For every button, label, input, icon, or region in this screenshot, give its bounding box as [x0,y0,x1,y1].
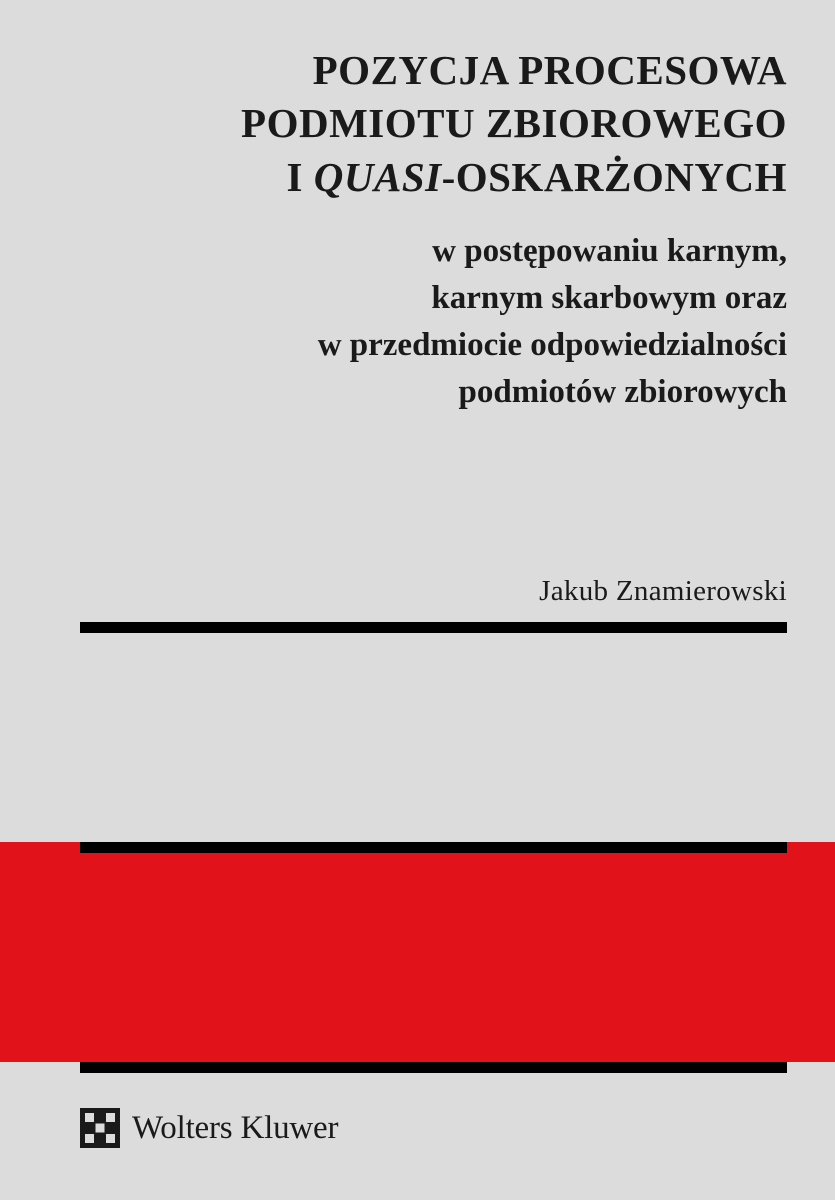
book-title [60,44,787,204]
divider-rule-middle [80,842,787,853]
title-line-3-suffix: -OSKARŻONYCH [441,153,787,200]
title-line-3-italic: QUASI [313,153,442,200]
subtitle-line-1: w postępowaniu karnym, [432,233,787,269]
book-subtitle [60,228,787,415]
red-color-band-notch [0,842,80,1062]
publisher-logo [80,1108,338,1148]
author-name: Jakub Znamierowski [539,575,787,607]
title-line-1: POZYCJA PROCESOWA [312,47,787,93]
divider-rule-bottom [80,1062,787,1073]
wolters-kluwer-mark-icon [80,1108,120,1148]
title-line-2: PODMIOTU ZBIOROWEGO [241,100,787,147]
subtitle-line-3: w przedmiocie odpowiedzialności [317,326,787,363]
subtitle-line-2: karnym skarbowym oraz [431,279,787,316]
title-line-3-prefix: I [286,153,314,200]
subtitle-line-4: podmiotów zbiorowych [458,373,787,410]
publisher-name: Wolters Kluwer [132,1109,339,1146]
title-line-3 [60,151,787,204]
red-color-band [0,842,835,1062]
divider-rule-top [80,622,787,633]
